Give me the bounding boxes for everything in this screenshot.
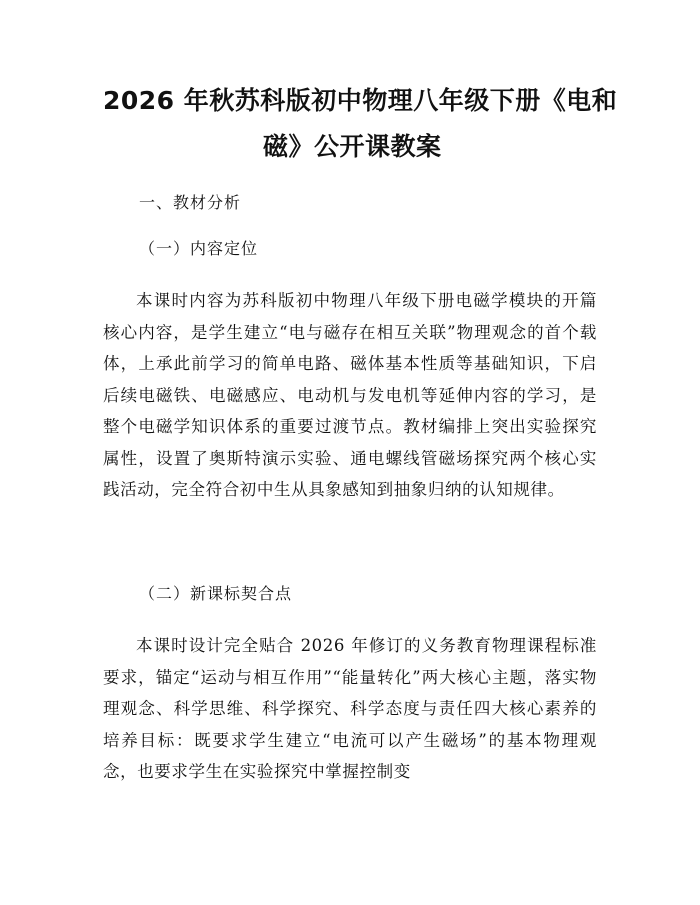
paragraph-curriculum-standards: 本课时设计完全贴合 2026 年修订的义务教育物理课程标准要求，锚定“运动与相互作用”“能量转化”两大核心主题，落实物理观念、科学思维、科学探究、科学态度与责任四大核心素养的培养目标：既要求学生建立“电流可以产生磁场”的基本物理观念，也要求学生在实验探究中掌握控制变 <box>103 636 597 781</box>
subsection-heading-curriculum-standards: （二）新课标契合点 <box>139 584 293 603</box>
subsection-heading-content-positioning: （一）内容定位 <box>139 239 259 258</box>
document-title-line-1: 2026 年秋苏科版初中物理八年级下册《电和 <box>103 86 618 115</box>
paragraph-content-positioning: 本课时内容为苏科版初中物理八年级下册电磁学模块的开篇核心内容，是学生建立“电与磁存在相互关联”物理观念的首个载体，上承此前学习的简单电路、磁体基本性质等基础知识，下启后续电磁铁、电磁感应、电动机与发电机等延伸内容的学习，是整个电磁学知识体系的重要过渡节点。教材编排上突出实验探究属性，设置了奥斯特演示实验、通电螺线管磁场探究两个核心实践活动，完全符合初中生从具象感知到抽象归纳的认知规律。 <box>103 291 597 499</box>
section-heading-textbook-analysis: 一、教材分析 <box>139 193 242 212</box>
document-title-line-2: 磁》公开课教案 <box>263 132 442 161</box>
